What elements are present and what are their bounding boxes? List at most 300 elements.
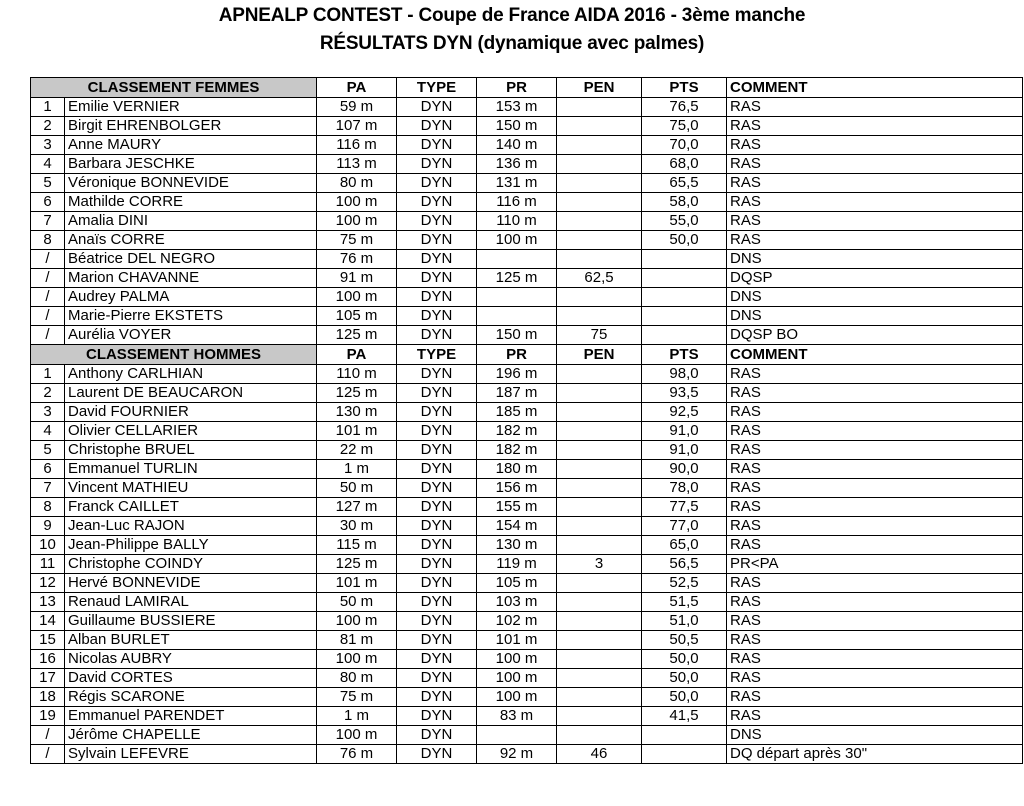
pen-cell xyxy=(557,574,642,593)
pen-cell xyxy=(557,136,642,155)
athlete-name-cell: Emilie VERNIER xyxy=(65,98,317,117)
pa-cell: 100 m xyxy=(317,726,397,745)
pr-cell: 180 m xyxy=(477,460,557,479)
pa-cell: 80 m xyxy=(317,174,397,193)
pen-cell xyxy=(557,612,642,631)
pr-cell xyxy=(477,726,557,745)
type-cell: DYN xyxy=(397,269,477,288)
table-row xyxy=(31,688,1023,707)
document-title: APNEALP CONTEST - Coupe de France AIDA 2016 - 3ème manche xyxy=(218,5,806,26)
comment-cell: DNS xyxy=(727,288,1023,307)
comment-cell: RAS xyxy=(727,631,1023,650)
type-cell: DYN xyxy=(397,136,477,155)
pen-cell xyxy=(557,650,642,669)
table-row xyxy=(31,117,1023,136)
pr-cell: 185 m xyxy=(477,403,557,422)
table-row xyxy=(31,326,1023,345)
pen-cell xyxy=(557,422,642,441)
rank-cell: 16 xyxy=(31,650,65,669)
pts-cell: 76,5 xyxy=(642,98,727,117)
comment-cell: RAS xyxy=(727,688,1023,707)
pts-cell xyxy=(642,326,727,345)
table-row xyxy=(31,422,1023,441)
comment-cell: RAS xyxy=(727,155,1023,174)
pr-cell: 100 m xyxy=(477,650,557,669)
pen-cell xyxy=(557,365,642,384)
pa-cell: 105 m xyxy=(317,307,397,326)
pen-cell xyxy=(557,593,642,612)
table-row xyxy=(31,498,1023,517)
athlete-name-cell: Olivier CELLARIER xyxy=(65,422,317,441)
rank-cell: 7 xyxy=(31,212,65,231)
rank-cell: 8 xyxy=(31,231,65,250)
column-header-pr: PR xyxy=(477,78,557,98)
column-header-pen: PEN xyxy=(557,345,642,365)
comment-cell: RAS xyxy=(727,422,1023,441)
rank-cell: 3 xyxy=(31,403,65,422)
pen-cell xyxy=(557,669,642,688)
pr-cell: 83 m xyxy=(477,707,557,726)
pen-cell xyxy=(557,155,642,174)
pa-cell: 75 m xyxy=(317,688,397,707)
pa-cell: 76 m xyxy=(317,745,397,764)
rank-cell: 5 xyxy=(31,441,65,460)
athlete-name-cell: Anaïs CORRE xyxy=(65,231,317,250)
table-row xyxy=(31,365,1023,384)
pen-cell xyxy=(557,174,642,193)
pen-cell xyxy=(557,193,642,212)
comment-cell: DQSP BO xyxy=(727,326,1023,345)
pts-cell xyxy=(642,288,727,307)
type-cell: DYN xyxy=(397,593,477,612)
rank-cell: 18 xyxy=(31,688,65,707)
type-cell: DYN xyxy=(397,326,477,345)
type-cell: DYN xyxy=(397,117,477,136)
pts-cell: 50,0 xyxy=(642,669,727,688)
column-header-pts: PTS xyxy=(642,345,727,365)
comment-cell: RAS xyxy=(727,612,1023,631)
rank-cell: 4 xyxy=(31,422,65,441)
pr-cell: 105 m xyxy=(477,574,557,593)
pa-cell: 59 m xyxy=(317,98,397,117)
rank-cell: 7 xyxy=(31,479,65,498)
rank-cell: / xyxy=(31,288,65,307)
pr-cell: 154 m xyxy=(477,517,557,536)
pa-cell: 100 m xyxy=(317,193,397,212)
pr-cell: 100 m xyxy=(477,688,557,707)
pts-cell xyxy=(642,269,727,288)
pts-cell xyxy=(642,745,727,764)
comment-cell: RAS xyxy=(727,193,1023,212)
pa-cell: 116 m xyxy=(317,136,397,155)
rank-cell: / xyxy=(31,726,65,745)
pen-cell xyxy=(557,536,642,555)
athlete-name-cell: Sylvain LEFEVRE xyxy=(65,745,317,764)
pts-cell: 91,0 xyxy=(642,441,727,460)
athlete-name-cell: Emmanuel TURLIN xyxy=(65,460,317,479)
pr-cell: 136 m xyxy=(477,155,557,174)
athlete-name-cell: Nicolas AUBRY xyxy=(65,650,317,669)
pr-cell: 92 m xyxy=(477,745,557,764)
table-row xyxy=(31,250,1023,269)
rank-cell: 1 xyxy=(31,98,65,117)
table-row xyxy=(31,479,1023,498)
pen-cell xyxy=(557,498,642,517)
pen-cell xyxy=(557,707,642,726)
pen-cell xyxy=(557,98,642,117)
pr-cell: 140 m xyxy=(477,136,557,155)
pen-cell: 62,5 xyxy=(557,269,642,288)
comment-cell: RAS xyxy=(727,136,1023,155)
rank-cell: 6 xyxy=(31,460,65,479)
pa-cell: 81 m xyxy=(317,631,397,650)
section-heading: CLASSEMENT HOMMES xyxy=(31,345,317,365)
type-cell: DYN xyxy=(397,631,477,650)
pa-cell: 100 m xyxy=(317,612,397,631)
pts-cell: 93,5 xyxy=(642,384,727,403)
type-cell: DYN xyxy=(397,155,477,174)
pts-cell: 52,5 xyxy=(642,574,727,593)
pr-cell: 196 m xyxy=(477,365,557,384)
pa-cell: 75 m xyxy=(317,231,397,250)
comment-cell: DQSP xyxy=(727,269,1023,288)
type-cell: DYN xyxy=(397,98,477,117)
athlete-name-cell: Alban BURLET xyxy=(65,631,317,650)
rank-cell: 9 xyxy=(31,517,65,536)
type-cell: DYN xyxy=(397,707,477,726)
type-cell: DYN xyxy=(397,231,477,250)
comment-cell: RAS xyxy=(727,460,1023,479)
comment-cell: RAS xyxy=(727,403,1023,422)
pr-cell: 100 m xyxy=(477,231,557,250)
comment-cell: RAS xyxy=(727,593,1023,612)
pen-cell xyxy=(557,212,642,231)
athlete-name-cell: Véronique BONNEVIDE xyxy=(65,174,317,193)
comment-cell: RAS xyxy=(727,98,1023,117)
pts-cell: 77,5 xyxy=(642,498,727,517)
athlete-name-cell: Christophe COINDY xyxy=(65,555,317,574)
athlete-name-cell: Emmanuel PARENDET xyxy=(65,707,317,726)
type-cell: DYN xyxy=(397,536,477,555)
pen-cell: 3 xyxy=(557,555,642,574)
pr-cell xyxy=(477,307,557,326)
athlete-name-cell: Jean-Philippe BALLY xyxy=(65,536,317,555)
athlete-name-cell: Vincent MATHIEU xyxy=(65,479,317,498)
pen-cell: 75 xyxy=(557,326,642,345)
pts-cell: 65,5 xyxy=(642,174,727,193)
athlete-name-cell: Jean-Luc RAJON xyxy=(65,517,317,536)
athlete-name-cell: Béatrice DEL NEGRO xyxy=(65,250,317,269)
pts-cell: 78,0 xyxy=(642,479,727,498)
pr-cell: 182 m xyxy=(477,441,557,460)
pr-cell: 110 m xyxy=(477,212,557,231)
table-row xyxy=(31,593,1023,612)
column-header-type: TYPE xyxy=(397,78,477,98)
pa-cell: 101 m xyxy=(317,422,397,441)
table-row xyxy=(31,669,1023,688)
athlete-name-cell: Franck CAILLET xyxy=(65,498,317,517)
table-row xyxy=(31,650,1023,669)
type-cell: DYN xyxy=(397,517,477,536)
document-subtitle: RÉSULTATS DYN (dynamique avec palmes) xyxy=(319,33,705,54)
pts-cell: 41,5 xyxy=(642,707,727,726)
pa-cell: 125 m xyxy=(317,384,397,403)
section-header-row xyxy=(31,78,1023,98)
pr-cell: 100 m xyxy=(477,669,557,688)
rank-cell: 5 xyxy=(31,174,65,193)
pts-cell: 90,0 xyxy=(642,460,727,479)
comment-cell: RAS xyxy=(727,212,1023,231)
pr-cell xyxy=(477,288,557,307)
table-row xyxy=(31,288,1023,307)
athlete-name-cell: Birgit EHRENBOLGER xyxy=(65,117,317,136)
pa-cell: 80 m xyxy=(317,669,397,688)
comment-cell: RAS xyxy=(727,669,1023,688)
table-row xyxy=(31,269,1023,288)
comment-cell: RAS xyxy=(727,365,1023,384)
comment-cell: RAS xyxy=(727,384,1023,403)
pr-cell: 116 m xyxy=(477,193,557,212)
athlete-name-cell: Régis SCARONE xyxy=(65,688,317,707)
comment-cell: RAS xyxy=(727,231,1023,250)
pen-cell xyxy=(557,460,642,479)
pa-cell: 30 m xyxy=(317,517,397,536)
comment-cell: RAS xyxy=(727,441,1023,460)
rank-cell: 12 xyxy=(31,574,65,593)
column-header-pts: PTS xyxy=(642,78,727,98)
pen-cell xyxy=(557,403,642,422)
athlete-name-cell: Jérôme CHAPELLE xyxy=(65,726,317,745)
table-row xyxy=(31,517,1023,536)
pen-cell xyxy=(557,631,642,650)
pa-cell: 107 m xyxy=(317,117,397,136)
comment-cell: RAS xyxy=(727,574,1023,593)
comment-cell: RAS xyxy=(727,517,1023,536)
rank-cell: 10 xyxy=(31,536,65,555)
pen-cell xyxy=(557,479,642,498)
pts-cell: 75,0 xyxy=(642,117,727,136)
rank-cell: 2 xyxy=(31,384,65,403)
pr-cell: 102 m xyxy=(477,612,557,631)
table-row xyxy=(31,726,1023,745)
pr-cell: 156 m xyxy=(477,479,557,498)
type-cell: DYN xyxy=(397,307,477,326)
athlete-name-cell: Hervé BONNEVIDE xyxy=(65,574,317,593)
column-header-pr: PR xyxy=(477,345,557,365)
pts-cell: 51,0 xyxy=(642,612,727,631)
rank-cell: / xyxy=(31,326,65,345)
athlete-name-cell: Renaud LAMIRAL xyxy=(65,593,317,612)
type-cell: DYN xyxy=(397,498,477,517)
pts-cell xyxy=(642,250,727,269)
rank-cell: 1 xyxy=(31,365,65,384)
table-row xyxy=(31,745,1023,764)
pa-cell: 113 m xyxy=(317,155,397,174)
table-row xyxy=(31,155,1023,174)
pa-cell: 1 m xyxy=(317,707,397,726)
pa-cell: 125 m xyxy=(317,326,397,345)
pr-cell: 131 m xyxy=(477,174,557,193)
pen-cell xyxy=(557,726,642,745)
pts-cell xyxy=(642,726,727,745)
type-cell: DYN xyxy=(397,441,477,460)
pa-cell: 100 m xyxy=(317,288,397,307)
athlete-name-cell: Anne MAURY xyxy=(65,136,317,155)
type-cell: DYN xyxy=(397,650,477,669)
pts-cell: 50,0 xyxy=(642,688,727,707)
table-row xyxy=(31,212,1023,231)
type-cell: DYN xyxy=(397,726,477,745)
pen-cell xyxy=(557,688,642,707)
rank-cell: 3 xyxy=(31,136,65,155)
comment-cell: DQ départ après 30" xyxy=(727,745,1023,764)
type-cell: DYN xyxy=(397,460,477,479)
athlete-name-cell: Anthony CARLHIAN xyxy=(65,365,317,384)
pts-cell: 58,0 xyxy=(642,193,727,212)
comment-cell: RAS xyxy=(727,498,1023,517)
table-row xyxy=(31,536,1023,555)
column-header-pen: PEN xyxy=(557,78,642,98)
type-cell: DYN xyxy=(397,479,477,498)
pa-cell: 101 m xyxy=(317,574,397,593)
pr-cell: 101 m xyxy=(477,631,557,650)
pa-cell: 100 m xyxy=(317,212,397,231)
pts-cell: 56,5 xyxy=(642,555,727,574)
comment-cell: RAS xyxy=(727,707,1023,726)
pts-cell: 68,0 xyxy=(642,155,727,174)
athlete-name-cell: Guillaume BUSSIERE xyxy=(65,612,317,631)
type-cell: DYN xyxy=(397,384,477,403)
comment-cell: RAS xyxy=(727,117,1023,136)
comment-cell: RAS xyxy=(727,479,1023,498)
comment-cell: DNS xyxy=(727,250,1023,269)
pts-cell xyxy=(642,307,727,326)
pr-cell: 130 m xyxy=(477,536,557,555)
rank-cell: / xyxy=(31,269,65,288)
athlete-name-cell: David CORTES xyxy=(65,669,317,688)
rank-cell: 15 xyxy=(31,631,65,650)
pen-cell: 46 xyxy=(557,745,642,764)
athlete-name-cell: Mathilde CORRE xyxy=(65,193,317,212)
rank-cell: 2 xyxy=(31,117,65,136)
table-row xyxy=(31,555,1023,574)
pen-cell xyxy=(557,250,642,269)
pen-cell xyxy=(557,384,642,403)
comment-cell: DNS xyxy=(727,726,1023,745)
type-cell: DYN xyxy=(397,365,477,384)
section-header-row xyxy=(31,345,1023,365)
type-cell: DYN xyxy=(397,288,477,307)
pts-cell: 70,0 xyxy=(642,136,727,155)
pts-cell: 98,0 xyxy=(642,365,727,384)
comment-cell: RAS xyxy=(727,650,1023,669)
pts-cell: 91,0 xyxy=(642,422,727,441)
pts-cell: 77,0 xyxy=(642,517,727,536)
comment-cell: PR<PA xyxy=(727,555,1023,574)
pa-cell: 22 m xyxy=(317,441,397,460)
rank-cell: / xyxy=(31,250,65,269)
rank-cell: 19 xyxy=(31,707,65,726)
comment-cell: RAS xyxy=(727,536,1023,555)
table-row xyxy=(31,612,1023,631)
table-row xyxy=(31,231,1023,250)
pen-cell xyxy=(557,307,642,326)
pa-cell: 1 m xyxy=(317,460,397,479)
pts-cell: 50,0 xyxy=(642,231,727,250)
pr-cell: 150 m xyxy=(477,326,557,345)
athlete-name-cell: Audrey PALMA xyxy=(65,288,317,307)
type-cell: DYN xyxy=(397,612,477,631)
pa-cell: 91 m xyxy=(317,269,397,288)
rank-cell: / xyxy=(31,307,65,326)
pa-cell: 50 m xyxy=(317,593,397,612)
pen-cell xyxy=(557,517,642,536)
athlete-name-cell: Marion CHAVANNE xyxy=(65,269,317,288)
rank-cell: 17 xyxy=(31,669,65,688)
pa-cell: 110 m xyxy=(317,365,397,384)
type-cell: DYN xyxy=(397,574,477,593)
rank-cell: 13 xyxy=(31,593,65,612)
pr-cell: 150 m xyxy=(477,117,557,136)
pts-cell: 65,0 xyxy=(642,536,727,555)
rank-cell: 8 xyxy=(31,498,65,517)
pts-cell: 51,5 xyxy=(642,593,727,612)
column-header-pa: PA xyxy=(317,345,397,365)
athlete-name-cell: Christophe BRUEL xyxy=(65,441,317,460)
pa-cell: 125 m xyxy=(317,555,397,574)
comment-cell: RAS xyxy=(727,174,1023,193)
pa-cell: 127 m xyxy=(317,498,397,517)
pr-cell: 153 m xyxy=(477,98,557,117)
pr-cell: 119 m xyxy=(477,555,557,574)
pen-cell xyxy=(557,441,642,460)
athlete-name-cell: Laurent DE BEAUCARON xyxy=(65,384,317,403)
section-heading: CLASSEMENT FEMMES xyxy=(31,78,317,98)
column-header-type: TYPE xyxy=(397,345,477,365)
athlete-name-cell: Barbara JESCHKE xyxy=(65,155,317,174)
pr-cell: 182 m xyxy=(477,422,557,441)
type-cell: DYN xyxy=(397,555,477,574)
pen-cell xyxy=(557,231,642,250)
pa-cell: 115 m xyxy=(317,536,397,555)
rank-cell: 4 xyxy=(31,155,65,174)
table-row xyxy=(31,193,1023,212)
rank-cell: 14 xyxy=(31,612,65,631)
pts-cell: 50,5 xyxy=(642,631,727,650)
athlete-name-cell: Amalia DINI xyxy=(65,212,317,231)
table-row xyxy=(31,460,1023,479)
pa-cell: 76 m xyxy=(317,250,397,269)
type-cell: DYN xyxy=(397,193,477,212)
pr-cell: 187 m xyxy=(477,384,557,403)
pr-cell xyxy=(477,250,557,269)
table-row xyxy=(31,307,1023,326)
pr-cell: 155 m xyxy=(477,498,557,517)
table-row xyxy=(31,631,1023,650)
results-table xyxy=(30,77,1023,764)
pa-cell: 50 m xyxy=(317,479,397,498)
pts-cell: 55,0 xyxy=(642,212,727,231)
pr-cell: 125 m xyxy=(477,269,557,288)
type-cell: DYN xyxy=(397,250,477,269)
type-cell: DYN xyxy=(397,174,477,193)
pts-cell: 92,5 xyxy=(642,403,727,422)
rank-cell: 11 xyxy=(31,555,65,574)
column-header-pa: PA xyxy=(317,78,397,98)
type-cell: DYN xyxy=(397,212,477,231)
table-row xyxy=(31,441,1023,460)
type-cell: DYN xyxy=(397,745,477,764)
